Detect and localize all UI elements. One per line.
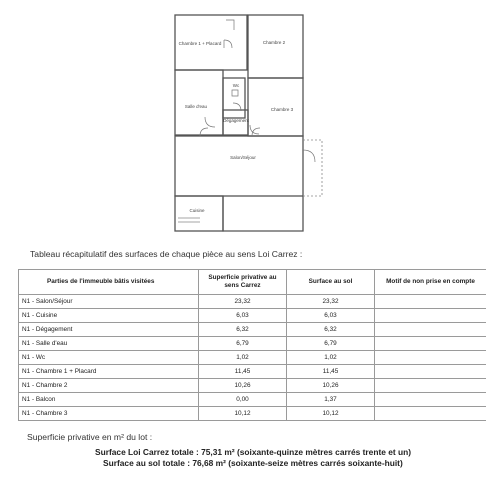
room-chambre2 <box>248 15 303 78</box>
row-name: N1 - Salon/Séjour <box>19 295 199 309</box>
room-label-degagement: Dégagement <box>223 118 249 123</box>
row-sol: 10,12 <box>287 407 375 421</box>
row-name: N1 - Salle d'eau <box>19 337 199 351</box>
room-label-chambre2: Chambre 2 <box>262 40 286 45</box>
row-name: N1 - Chambre 2 <box>19 379 199 393</box>
row-sol: 6,32 <box>287 323 375 337</box>
room-label-salon: Salon/Séjour <box>230 155 256 160</box>
row-carrez: 23,32 <box>199 295 287 309</box>
row-carrez: 6,03 <box>199 309 287 323</box>
table-row <box>19 393 486 407</box>
col-header-sol: Surface au sol <box>287 270 375 295</box>
room-label-cuisine: Cuisine <box>189 208 205 213</box>
room-sdb <box>175 70 223 135</box>
row-sol: 6,03 <box>287 309 375 323</box>
room-salon <box>175 136 303 196</box>
table-row <box>19 365 486 379</box>
carrez-total: Surface Loi Carrez totale : 75,31 m² (soixante-quinze mètres carrés trente et un) <box>95 447 412 457</box>
row-motif <box>375 379 486 393</box>
row-motif <box>375 309 486 323</box>
row-motif <box>375 365 486 379</box>
room-label-sdb: Salle d'eau <box>184 104 208 109</box>
row-sol: 1,02 <box>287 351 375 365</box>
row-carrez: 0,00 <box>199 393 287 407</box>
row-sol: 23,32 <box>287 295 375 309</box>
table-row <box>19 407 486 421</box>
row-sol: 1,37 <box>287 393 375 407</box>
row-motif <box>375 407 486 421</box>
row-carrez: 11,45 <box>199 365 287 379</box>
row-name: N1 - Chambre 3 <box>19 407 199 421</box>
col-header-carrez: Superficie privative au sens Carrez <box>199 270 287 295</box>
row-sol: 11,45 <box>287 365 375 379</box>
row-motif <box>375 393 486 407</box>
table-row <box>19 323 486 337</box>
row-motif <box>375 337 486 351</box>
table-heading: Tableau récapitulatif des surfaces de chaque pièce au sens Loi Carrez : <box>30 249 303 259</box>
row-sol: 10,26 <box>287 379 375 393</box>
row-carrez: 6,79 <box>199 337 287 351</box>
table-row <box>19 379 486 393</box>
row-motif <box>375 323 486 337</box>
room-label-chambre3: Chambre 3 <box>270 107 294 112</box>
row-carrez: 10,26 <box>199 379 287 393</box>
row-motif <box>375 295 486 309</box>
table-row <box>19 309 486 323</box>
summary-label: Superficie privative en m² du lot : <box>27 432 153 442</box>
col-header-motif: Motif de non prise en compte <box>375 270 486 295</box>
surfaces-table <box>18 269 486 421</box>
row-name: N1 - Balcon <box>19 393 199 407</box>
row-carrez: 10,12 <box>199 407 287 421</box>
table-row <box>19 351 486 365</box>
col-header-parties: Parties de l'immeuble bâtis visitées <box>19 270 199 295</box>
row-carrez: 1,02 <box>199 351 287 365</box>
row-carrez: 6,32 <box>199 323 287 337</box>
room-label-chambre1: Chambre 1 + Placard <box>178 41 222 46</box>
row-motif <box>375 351 486 365</box>
row-name: N1 - Wc <box>19 351 199 365</box>
room-label-wc: Wc <box>232 83 240 88</box>
sol-total: Surface au sol totale : 76,68 m² (soixante-seize mètres carrés soixante-huit) <box>103 458 403 468</box>
row-name: N1 - Chambre 1 + Placard <box>19 365 199 379</box>
row-name: N1 - Dégagement <box>19 323 199 337</box>
room-cuisine <box>175 196 223 231</box>
row-name: N1 - Cuisine <box>19 309 199 323</box>
table-row <box>19 337 486 351</box>
table-row <box>19 295 486 309</box>
table-header-row <box>19 270 486 295</box>
balcony-outline <box>303 140 322 196</box>
row-sol: 6,79 <box>287 337 375 351</box>
